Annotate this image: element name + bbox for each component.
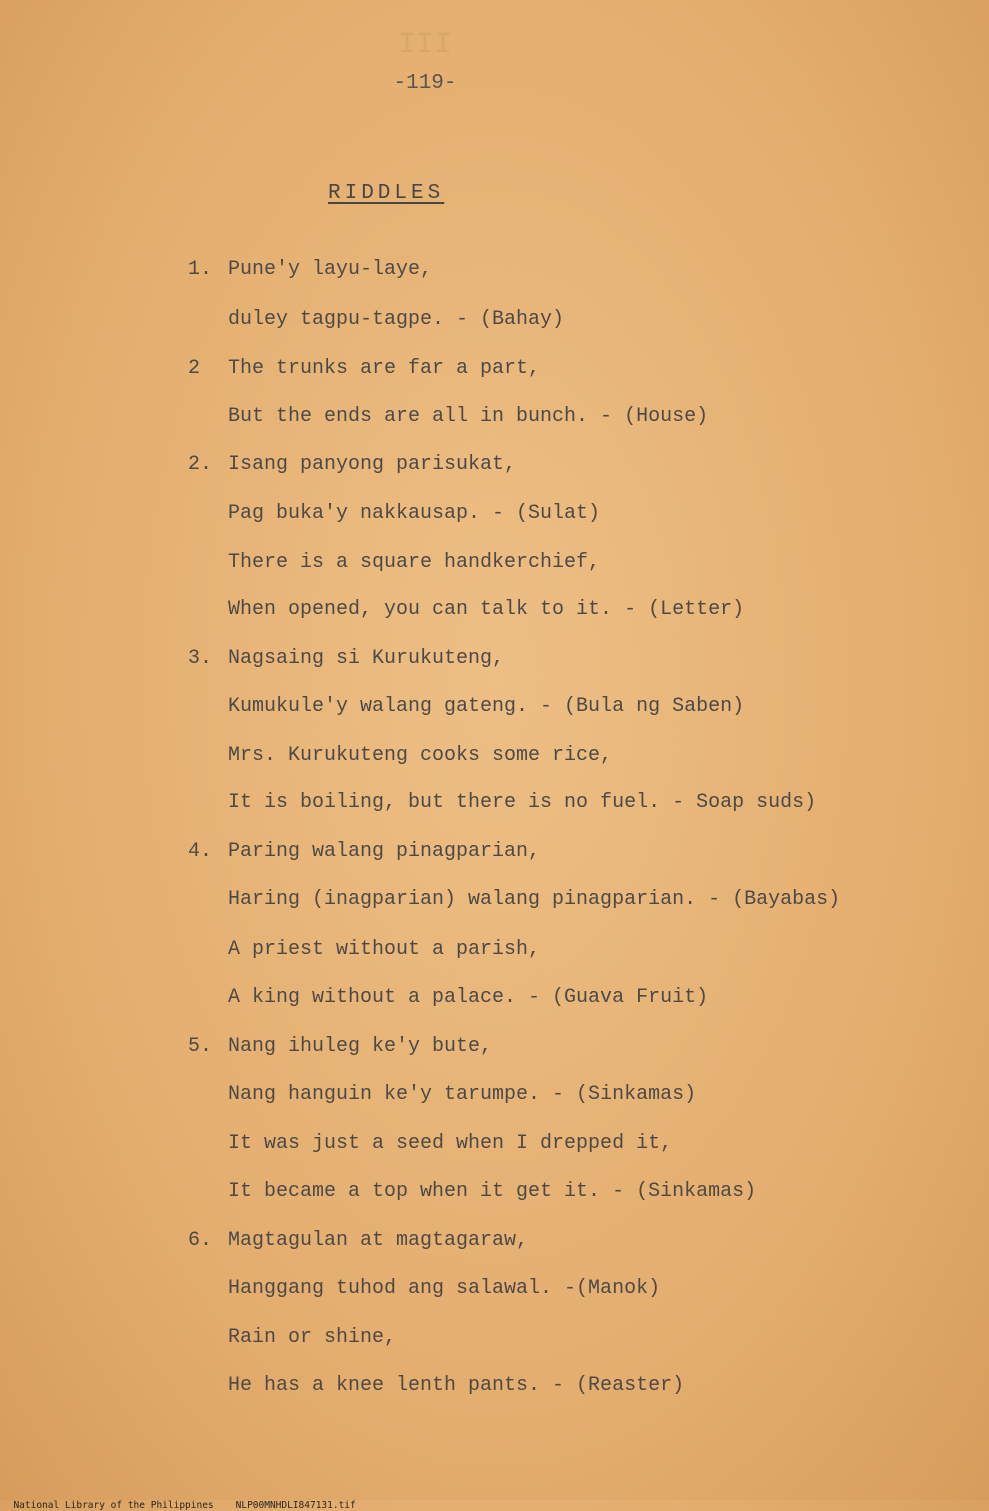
handwritten-mark: 2 [188,357,201,380]
riddle-line: Nang ihuleg ke'y bute, [228,1035,493,1058]
riddle-line: Nagsaing si Kurukuteng, [228,647,505,670]
riddle-line: The trunks are far a part, [228,357,541,380]
page-title: RIDDLES [328,182,445,205]
riddle-number: 6. [188,1229,213,1252]
riddle-line: Hanggang tuhod ang salawal. -(Manok) [228,1277,661,1300]
riddle-number: 5. [188,1035,213,1058]
riddle-line: It is boiling, but there is no fuel. - Soap suds) [228,791,817,814]
riddle-line: Magtagulan at magtagaraw, [228,1229,529,1252]
riddle-line: But the ends are all in bunch. - (House) [228,405,709,428]
riddle-line: A priest without a parish, [228,938,541,961]
riddle-line: Nang hanguin ke'y tarumpe. - (Sinkamas) [228,1083,697,1106]
riddle-line: A king without a palace. - (Guava Fruit) [228,986,709,1009]
riddle-number: 4. [188,840,213,863]
riddle-line: Haring (inagparian) walang pinagparian. - (Bayabas) [228,888,841,911]
riddle-line: Mrs. Kurukuteng cooks some rice, [228,744,613,767]
riddle-line: When opened, you can talk to it. - (Letter) [228,598,745,621]
riddle-line: duley tagpu-tagpe. - (Bahay) [228,308,565,331]
riddle-line: He has a knee lenth pants. - (Reaster) [228,1374,685,1397]
riddle-line: Paring walang pinagparian, [228,840,541,863]
riddle-number: 3. [188,647,213,670]
riddle-line: Kumukule'y walang gateng. - (Bula ng Saben) [228,695,745,718]
riddle-number: 2. [188,453,213,476]
riddle-line: Pag buka'y nakkausap. - (Sulat) [228,502,601,525]
footer-library: National Library of the Philippines [13,1500,214,1511]
riddle-line: It became a top when it get it. - (Sinkamas) [228,1180,757,1203]
scan-footer [2,1489,378,1511]
riddle-line: Isang panyong parisukat, [228,453,517,476]
page-number: -119- [393,72,457,95]
riddle-line: It was just a seed when I drepped it, [228,1132,673,1155]
riddle-number: 1. [188,258,213,281]
riddle-line: Pune'y layu-laye, [228,258,433,281]
riddle-line: Rain or shine, [228,1326,397,1349]
faint-page-mark: III [397,28,452,62]
riddle-line: There is a square handkerchief, [228,551,601,574]
footer-filename: NLP00MNHDLI847131.tif [235,1500,356,1511]
